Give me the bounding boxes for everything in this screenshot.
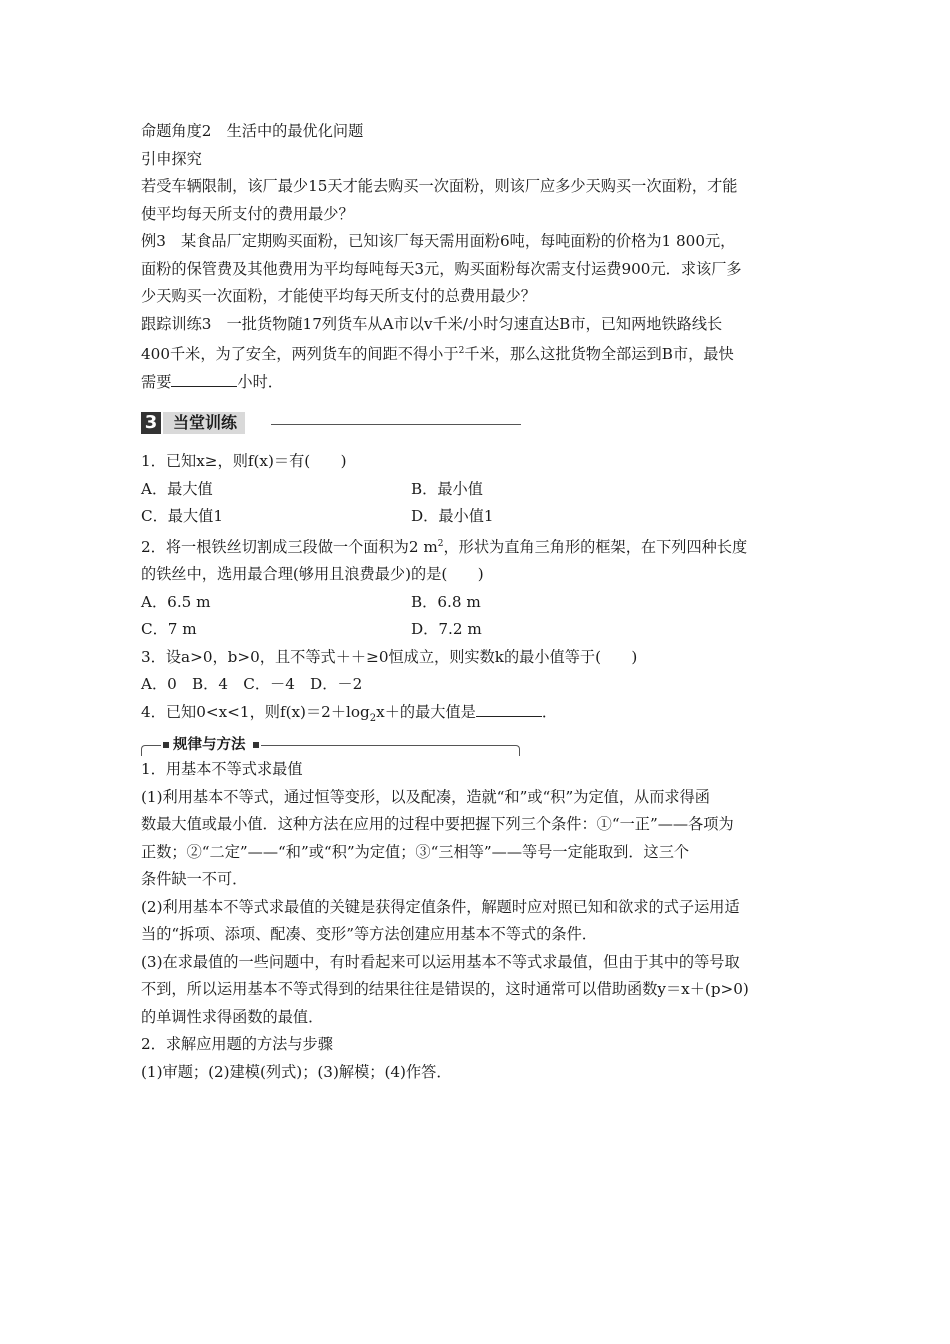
answer-blank: [476, 702, 542, 717]
exercise-2-line-1: [141, 531, 813, 562]
exercise-4-text-a: 4．已知0<x<1，则f(x)＝2＋log: [141, 702, 370, 721]
exercise-3-options: A．0 B．4 C．－4 D．－2: [141, 675, 363, 694]
answer-blank: [171, 372, 237, 387]
topic-angle: 命题角度2 生活中的最优化问题: [141, 122, 364, 140]
square-bullet-icon: [163, 742, 169, 748]
rule-1-3-line-3: 的单调性求得函数的最值．: [141, 1007, 324, 1026]
training-3-superscript: 2: [458, 346, 465, 356]
exercise-2-options-row-1: [141, 589, 813, 617]
example-3-line-1: 例3 某食品厂定期购买面粉，已知该厂每天需用面粉6吨，每吨面粉的价格为1 800元，: [141, 232, 736, 250]
rules-bracket-right: [511, 745, 520, 756]
rules-header: [141, 734, 813, 756]
rule-1-2-line-2: 当的“拆项、添项、配凑、变形”等方法创建应用基本不等式的条件．: [141, 925, 597, 944]
option-a: A．6.5 m: [141, 592, 211, 611]
option-c: C．最大值1: [141, 507, 224, 526]
rule-1-1-line-3: 正数；②“二定”——“和”或“积”为定值；③“三相等”——等号一定能取到．这三个: [141, 842, 690, 861]
option-d: D．7.2 m: [411, 620, 482, 639]
section-number: 3: [141, 412, 161, 434]
option-c: C．7 m: [141, 620, 197, 639]
rule-1-3-line-1: (3)在求最值的一些问题中，有时看起来可以运用基本不等式求最值，但由于其中的等号取: [141, 952, 740, 971]
exercise-4-text-b: x＋的最大值是: [376, 702, 476, 721]
rules-title: 规律与方法: [173, 737, 246, 754]
rules-dash-right: [261, 745, 511, 746]
example-3-line-3: 少天购买一次面粉，才能使平均每天所支付的总费用最少？: [141, 287, 536, 305]
section-header: [141, 410, 813, 438]
rule-1-1-line-2: 数最大值或最小值．这种方法在应用的过程中要把握下列三个条件：①“一正”——各项为: [141, 815, 734, 834]
option-b: B．最小值: [411, 479, 483, 498]
exercise-2-line-2: 的铁丝中，选用最合理(够用且浪费最少)的是( ): [141, 565, 484, 584]
rule-1-3-line-2: 不到，所以运用基本不等式得到的结果往往是错误的，这时通常可以借助函数y＝x＋(p>0): [141, 980, 749, 999]
exercise-2-text-b: ，形状为直角三角形的框架，在下列四种长度: [443, 537, 748, 556]
option-b: B．6.8 m: [411, 592, 481, 611]
training-3-text-c: 需要: [141, 372, 172, 391]
training-3-line-3: [141, 369, 813, 397]
exercise-2-text-a: 2．将一根铁丝切割成三段做一个面积为2 m: [141, 537, 438, 556]
training-3-line-2: [141, 338, 813, 369]
rules-dash-left: [149, 745, 161, 746]
exercise-1-options-row-1: [141, 476, 813, 504]
exercise-4-subscript: 2: [369, 712, 377, 724]
training-3-line-1: 跟踪训练3 一批货物随17列货车从A市以v千米/小时匀速直达B市，已知两地铁路线长: [141, 314, 723, 333]
exercise-1: 1．已知x≥，则f(x)＝有( ): [141, 452, 347, 471]
rule-1-1-line-1: (1)利用基本不等式，通过恒等变形，以及配凑，造就“和”或“积”为定值，从而求得函: [141, 787, 710, 806]
rule-2-steps: (1)审题；(2)建模(列式)；(3)解模；(4)作答．: [141, 1062, 452, 1081]
option-d: D．最小值1: [411, 507, 494, 526]
section-title: 当堂训练: [163, 412, 245, 434]
exercise-3: 3．设a>0，b>0，且不等式＋＋≥0恒成立，则实数k的最小值等于( ): [141, 647, 638, 666]
topic-heading: 引申探究: [141, 149, 202, 168]
option-a: A．最大值: [141, 479, 213, 498]
training-3-text-b: 千米，那么这批货物全部运到B市，最快: [464, 345, 734, 364]
exercise-1-options-row-2: [141, 503, 813, 531]
example-3-line-2: 面粉的保管费及其他费用为平均每吨每天3元，购买面粉每次需支付运费900元．求该厂多: [141, 259, 742, 278]
training-3-text-a: 400千米，为了安全，两列货车的间距不得小于: [141, 345, 459, 364]
rule-2-heading: 2．求解应用题的方法与步骤: [141, 1035, 333, 1054]
section-divider: [271, 424, 521, 425]
exercise-4-text-c: ．: [541, 702, 558, 721]
training-3-text-d: 小时．: [237, 372, 283, 391]
rule-1-heading: 1．用基本不等式求最值: [141, 760, 303, 779]
inquiry-line-2: 使平均每天所支付的费用最少？: [141, 204, 354, 223]
inquiry-line-1: 若受车辆限制，该厂最少15天才能去购买一次面粉，则该厂应多少天购买一次面粉，才能: [141, 177, 738, 195]
exercise-2-superscript: 2: [437, 538, 444, 549]
rules-bracket-left: [141, 745, 150, 756]
square-bullet-icon: [253, 742, 259, 748]
rule-1-2-line-1: (2)利用基本不等式求最值的关键是获得定值条件，解题时应对照已知和欲求的式子运用适: [141, 897, 740, 916]
exercise-2-options-row-2: [141, 616, 813, 644]
exercise-4: [141, 699, 813, 733]
rule-1-1-line-4: 条件缺一不可．: [141, 870, 248, 889]
document-page: [141, 118, 813, 1086]
